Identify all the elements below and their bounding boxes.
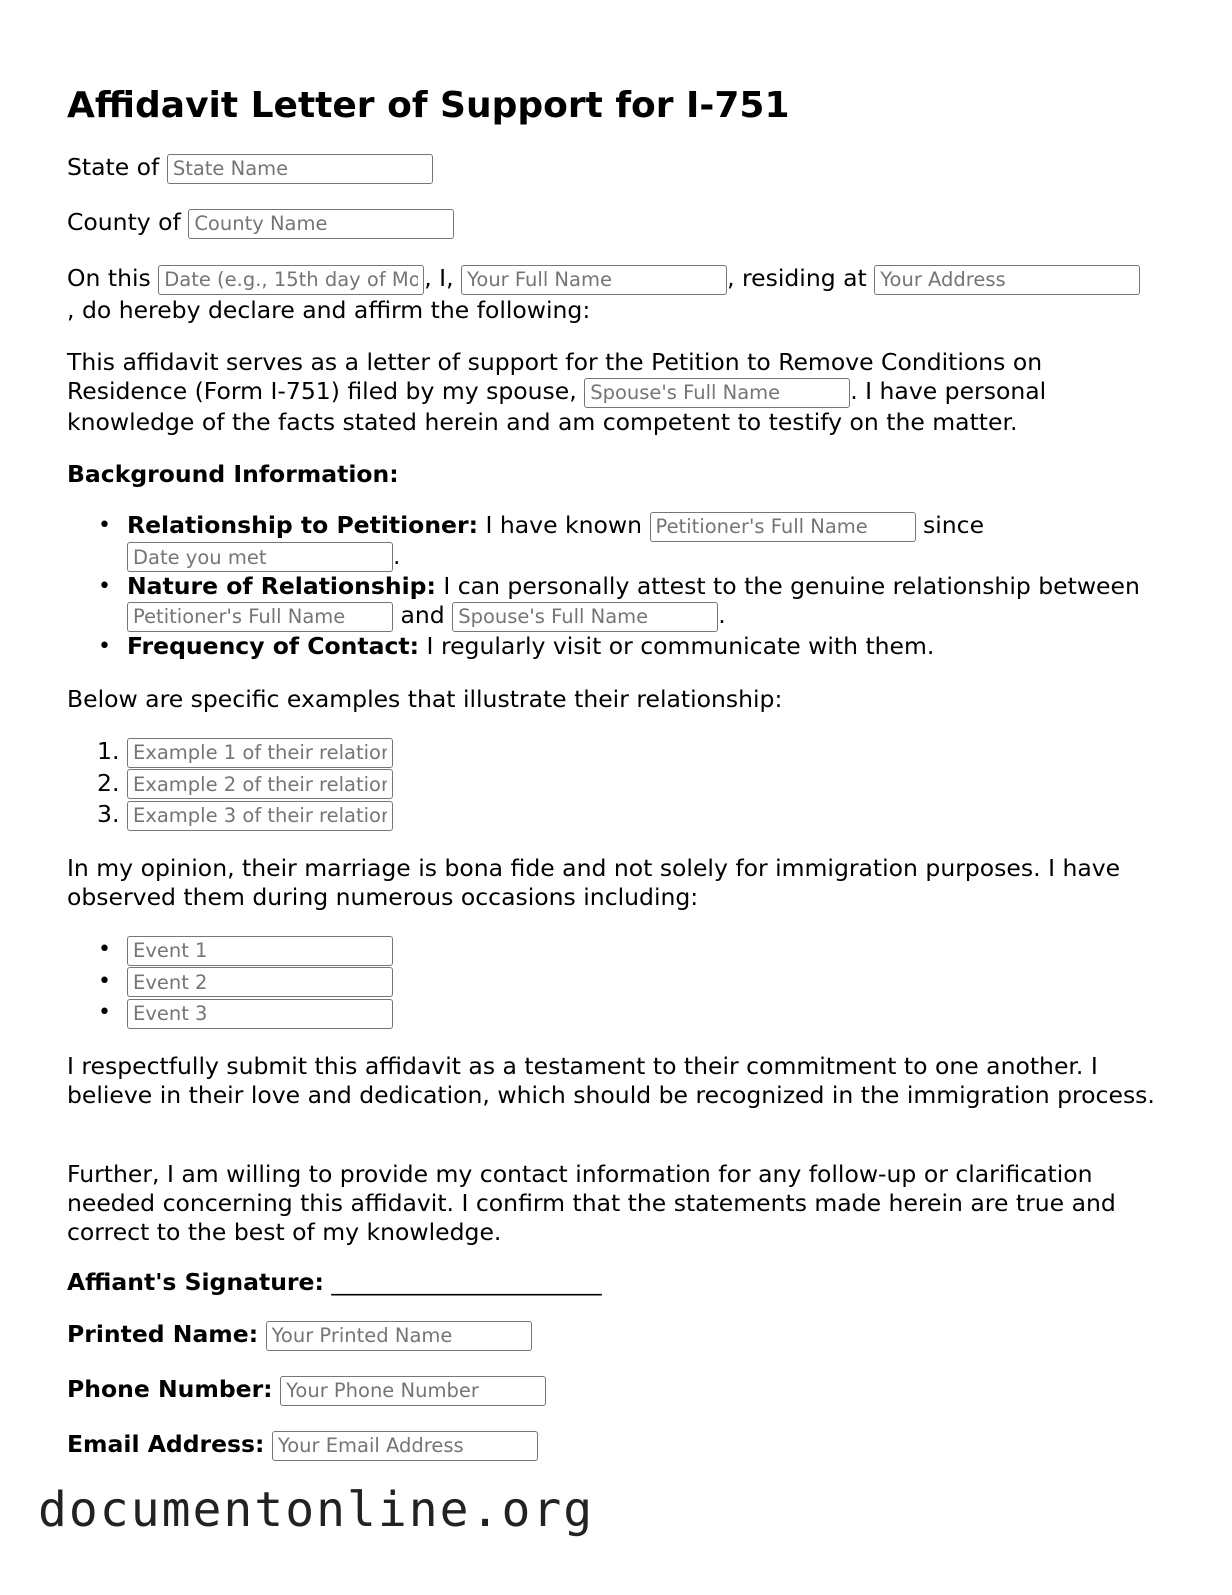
list-item: 1. Example 1 of their relationship <box>67 737 393 769</box>
intro-paragraph <box>67 348 1167 437</box>
event-2-input[interactable] <box>127 967 393 997</box>
full-name-input[interactable] <box>461 265 727 295</box>
declaration-i-text: , I, <box>424 264 454 292</box>
email-row <box>67 1430 538 1461</box>
signature-label: Affiant's Signature: <box>67 1268 324 1296</box>
frequency-label: Frequency of Contact: <box>127 631 420 660</box>
event-1-input[interactable] <box>127 936 393 966</box>
background-heading: Background Information: <box>67 460 399 488</box>
background-list <box>67 511 1167 661</box>
list-item: • Frequency of Contact: I regularly visit or communicate with them. <box>67 632 1167 661</box>
submit-paragraph: I respectfully submit this affidavit as a testament to their commitment to one another. I believe in their love and dedication, which should be recognized in the immigration process. <box>67 1052 1155 1109</box>
declaration-row <box>67 264 1140 295</box>
examples-list <box>67 737 393 832</box>
residing-text: , residing at <box>727 264 867 292</box>
intro-text-2: . I have personal knowledge of the facts stated herein and am competent to testify on the matter. <box>67 377 1047 436</box>
nature-spouse-input[interactable] <box>452 602 718 632</box>
signature-row <box>67 1268 602 1297</box>
spouse-name-input[interactable] <box>584 378 850 408</box>
county-label: County of <box>67 208 181 236</box>
county-row <box>67 208 454 239</box>
events-list <box>67 935 1167 1030</box>
email-label: Email Address: <box>67 1430 265 1458</box>
printed-name-label: Printed Name: <box>67 1320 259 1348</box>
phone-input[interactable] <box>280 1376 546 1406</box>
list-item: 3. Example 3 of their relationship <box>67 800 393 832</box>
list-item <box>67 935 1167 967</box>
example-1-input[interactable] <box>127 738 393 768</box>
phone-row <box>67 1375 546 1406</box>
watermark: documentonline.org <box>38 1482 595 1538</box>
opinion-paragraph: In my opinion, their marriage is bona fide and not solely for immigration purposes. I have observed them during numerous occasions including: <box>67 854 1121 911</box>
examples-intro: Below are specific examples that illustrate their relationship: <box>67 685 783 713</box>
declaration-prefix: On this <box>67 264 151 292</box>
example-3-input[interactable] <box>127 801 393 831</box>
further-paragraph: Further, I am willing to provide my contact information for any follow-up or clarification needed concerning this affidavit. I confirm that the statements made herein are true and correct to the best of my knowledge. <box>67 1160 1116 1246</box>
event-3-input[interactable] <box>127 999 393 1029</box>
list-item: 2. Example 2 of their relationship <box>67 769 393 801</box>
printed-name-input[interactable] <box>266 1321 532 1351</box>
list-item: • Nature of Relationship: I can personally attest to the genuine relationship between Petitioner's Full Name and Spouse's Full Name . <box>67 572 1167 632</box>
email-input[interactable] <box>272 1431 538 1461</box>
address-input[interactable] <box>874 265 1140 295</box>
phone-label: Phone Number: <box>67 1375 273 1403</box>
declaration-suffix: , do hereby declare and affirm the following: <box>67 296 591 324</box>
list-item <box>67 998 1167 1030</box>
list-item: • Relationship to Petitioner: I have known Petitioner's Full Name since Date you met. <box>67 511 1167 572</box>
nature-petitioner-input[interactable] <box>127 602 393 632</box>
printed-name-row <box>67 1320 532 1351</box>
list-item <box>67 967 1167 999</box>
relationship-label: Relationship to Petitioner: <box>127 511 478 539</box>
nature-label: Nature of Relationship: <box>127 572 436 600</box>
county-input[interactable] <box>188 209 454 239</box>
date-met-input[interactable] <box>127 542 393 572</box>
petitioner-name-input[interactable] <box>650 512 916 542</box>
intro-text-1: This affidavit serves as a letter of support for the Petition to Remove Conditions on Residence (Form I-751) filed by my spouse, <box>67 348 1043 405</box>
state-label: State of <box>67 153 160 181</box>
date-input[interactable] <box>158 265 424 295</box>
state-row <box>67 153 433 184</box>
page-title: Affidavit Letter of Support for I-751 <box>67 85 790 126</box>
state-input[interactable] <box>167 154 433 184</box>
signature-line: _______________________ <box>331 1268 602 1296</box>
example-2-input[interactable] <box>127 769 393 799</box>
